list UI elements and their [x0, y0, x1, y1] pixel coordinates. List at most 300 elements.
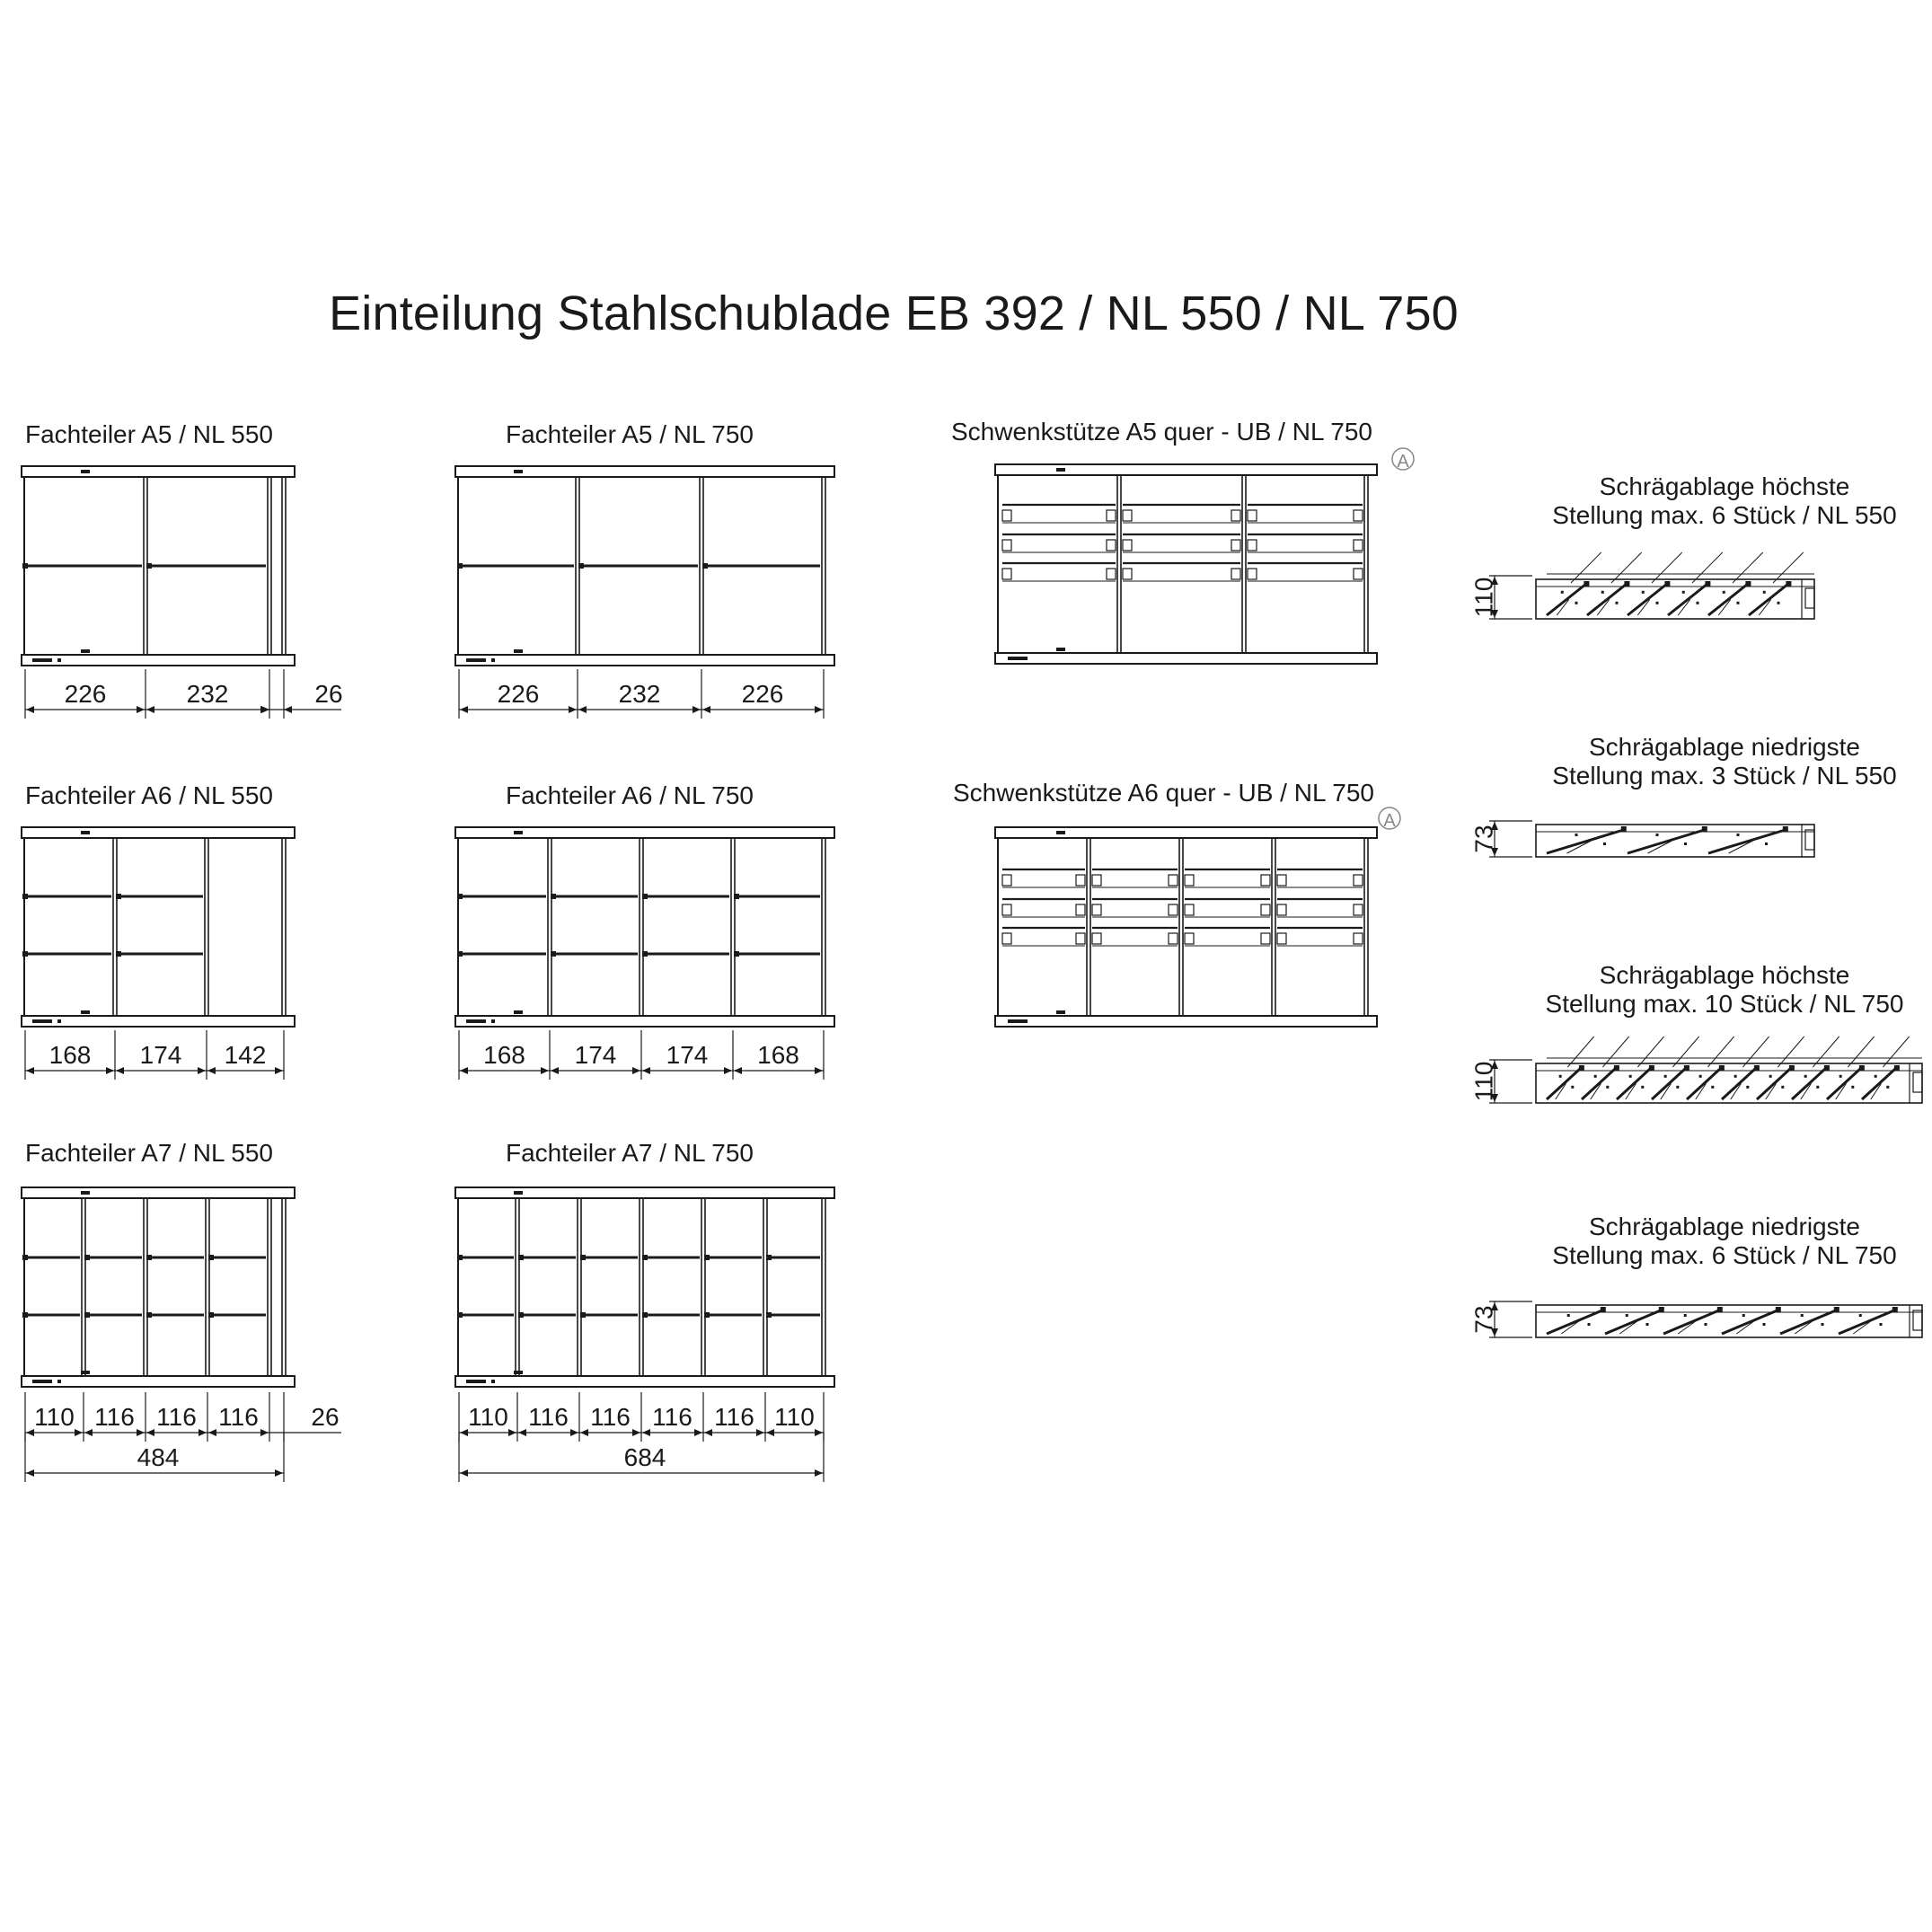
dimension-arrow: [815, 1429, 823, 1436]
dimension-arrow: [460, 1429, 468, 1436]
tray-dot: [1684, 842, 1687, 845]
dimension-arrow: [26, 706, 34, 713]
tray-dot: [1575, 834, 1578, 836]
tray-dot: [1734, 1075, 1737, 1078]
dimension-arrow: [815, 1469, 823, 1477]
swivel-clip: [1261, 933, 1270, 944]
dimension-arrow: [146, 1429, 154, 1436]
dimension-arrow: [578, 706, 587, 713]
dimension-value: 110: [34, 1403, 75, 1431]
cross-clip: [766, 1312, 772, 1318]
tray-dot: [1664, 1075, 1667, 1078]
tray-dot: [1629, 1075, 1632, 1078]
dimension-chain-a7-750: [459, 1392, 824, 1442]
dimension-value: 168: [483, 1041, 525, 1069]
tray-handle: [1913, 1310, 1922, 1330]
inclined-shelf: [1708, 830, 1786, 853]
tray-dot: [1699, 1075, 1702, 1078]
cross-clip: [146, 563, 152, 569]
tray-dot: [1839, 1075, 1842, 1078]
dimension-arrow: [208, 1429, 216, 1436]
dimension-arrow: [84, 1429, 93, 1436]
shelf-clip: [1824, 1065, 1830, 1071]
dimension-arrow: [694, 1429, 702, 1436]
side-view-2-line-2: Stellung max. 3 Stück / NL 550: [1552, 762, 1897, 790]
side-view-4: [1469, 1301, 1922, 1337]
tray-dot: [1594, 1075, 1597, 1078]
cross-clip: [22, 1255, 28, 1260]
swivel-clip: [1002, 569, 1011, 579]
tray-dot: [1603, 842, 1606, 845]
inclined-shelf: [1839, 1310, 1894, 1334]
drawer-front-rail: [455, 466, 834, 477]
drawer-a7-550: [22, 1187, 295, 1387]
shelf-clip: [1834, 1307, 1839, 1312]
upper-guide-line: [1778, 1037, 1804, 1067]
tray-dot: [1763, 591, 1766, 594]
shelf-clip: [1783, 826, 1788, 832]
cross-clip: [551, 951, 556, 957]
swivel-clip: [1107, 569, 1116, 579]
inclined-shelf: [1547, 1069, 1580, 1099]
rail-mark: [514, 1191, 523, 1195]
cross-clip: [84, 1312, 90, 1318]
cross-clip: [457, 1255, 463, 1260]
cross-clip: [580, 1312, 586, 1318]
tray-dot: [1676, 1086, 1679, 1089]
tray-dot: [1646, 1323, 1649, 1326]
inclined-shelf: [1780, 1310, 1836, 1334]
shelf-clip: [1894, 1065, 1900, 1071]
dimension-arrow: [460, 1067, 468, 1074]
marker-letter-a5: A: [1397, 452, 1409, 472]
swivel-clip: [1169, 875, 1178, 886]
inclined-shelf: [1708, 585, 1747, 615]
swivel-clip: [1002, 540, 1011, 551]
drawer-back-rail: [995, 653, 1377, 664]
rail-mark: [57, 1019, 61, 1023]
cross-clip: [457, 894, 463, 899]
cross-clip: [518, 1255, 524, 1260]
upper-guide-line: [1742, 1037, 1769, 1067]
label-schwenk-a6: Schwenkstütze A6 quer - UB / NL 750: [953, 779, 1374, 807]
cross-clip: [580, 1255, 586, 1260]
dimension-value: 116: [652, 1403, 693, 1431]
dimension-arrow: [198, 1429, 207, 1436]
rail-mark: [32, 658, 52, 662]
tray-body: [1536, 825, 1814, 857]
tray-dot: [1822, 1323, 1824, 1326]
dimension-arrow: [642, 1067, 650, 1074]
upper-guide-line: [1848, 1037, 1874, 1067]
dimension-arrow: [275, 1067, 283, 1074]
rail-mark: [57, 1380, 61, 1383]
rail-mark: [1008, 657, 1028, 660]
drawer-back-rail: [22, 1016, 295, 1027]
cross-clip: [208, 1255, 214, 1260]
tray-dot: [1616, 602, 1619, 604]
swivel-clip: [1123, 540, 1132, 551]
swivel-clip: [1231, 540, 1240, 551]
drawer-a5-550: [22, 466, 295, 666]
drawer-front-rail: [995, 464, 1377, 475]
dimension-value: 174: [574, 1041, 617, 1069]
swivel-clip: [1185, 875, 1194, 886]
tray-dot: [1559, 1075, 1562, 1078]
label-schwenk-a5: Schwenkstütze A5 quer - UB / NL 750: [951, 418, 1372, 446]
tray-dot: [1575, 602, 1578, 604]
swivel-clip: [1002, 510, 1011, 521]
tray-dot: [1656, 834, 1659, 836]
cross-clip: [22, 894, 28, 899]
swivel-clip: [1354, 510, 1363, 521]
shelf-clip: [1789, 1065, 1795, 1071]
dimension-arrow: [632, 1067, 640, 1074]
tray-dot: [1723, 591, 1725, 594]
upper-guide-line: [1672, 1037, 1698, 1067]
tray-dot: [1561, 591, 1564, 594]
tray-handle: [1913, 1072, 1922, 1092]
cross-clip: [22, 1312, 28, 1318]
cross-clip: [84, 1255, 90, 1260]
cross-clip: [642, 1312, 648, 1318]
rail-mark: [32, 1380, 52, 1383]
dimension-arrow: [26, 1429, 34, 1436]
dimension-value: 174: [666, 1041, 709, 1069]
dimension-arrow: [137, 1429, 145, 1436]
drawer-front-rail: [455, 827, 834, 838]
shelf-clip: [1776, 1307, 1781, 1312]
cross-clip: [22, 563, 28, 569]
drawer-a6-750: [455, 827, 834, 1027]
rail-mark: [514, 831, 523, 834]
drawer-a6-550: [22, 827, 295, 1027]
swivel-clip: [1076, 875, 1085, 886]
inclined-shelf: [1668, 585, 1707, 615]
rail-mark: [491, 1019, 495, 1023]
tray-dot: [1804, 1075, 1807, 1078]
swivel-clip: [1076, 933, 1085, 944]
shelf-clip: [1579, 1065, 1584, 1071]
cross-clip: [734, 894, 739, 899]
cross-clip: [642, 1255, 648, 1260]
inclined-shelf: [1547, 1310, 1602, 1334]
inclined-shelf: [1582, 1069, 1615, 1099]
dimension-value: 226: [741, 680, 784, 708]
cross-clip: [642, 894, 648, 899]
swivel-clip: [1261, 904, 1270, 915]
dimension-arrow: [508, 1429, 516, 1436]
shelf-clip: [1621, 826, 1627, 832]
tray-handle: [1805, 830, 1814, 850]
rail-mark: [1056, 1010, 1065, 1014]
cross-clip: [208, 1312, 214, 1318]
rail-mark: [466, 658, 486, 662]
upper-guide-line: [1773, 552, 1804, 583]
rail-mark: [81, 470, 90, 473]
inclined-shelf: [1547, 585, 1585, 615]
swivel-clip: [1231, 510, 1240, 521]
cross-clip: [457, 1312, 463, 1318]
dimension-arrow: [541, 1067, 549, 1074]
dimension-value: 116: [528, 1403, 569, 1431]
dimension-arrow: [146, 706, 154, 713]
height-value: 73: [1469, 825, 1498, 853]
tray-dot: [1742, 1314, 1745, 1317]
cross-clip: [116, 894, 121, 899]
swivel-clip: [1092, 875, 1101, 886]
swivel-clip: [1354, 875, 1363, 886]
swivel-clip: [1354, 904, 1363, 915]
dimension-arrow: [26, 1469, 34, 1477]
dimension-arrow: [275, 1469, 283, 1477]
tray-dot: [1880, 1323, 1883, 1326]
rail-mark: [1056, 648, 1065, 651]
dimension-arrow: [207, 1067, 216, 1074]
dimension-value: 168: [49, 1041, 92, 1069]
inclined-shelf: [1722, 1069, 1755, 1099]
label-a5-750: Fachteiler A5 / NL 750: [506, 420, 754, 448]
rail-mark: [514, 470, 523, 473]
tray-dot: [1886, 1086, 1889, 1089]
dimension-chain-a5-550: [25, 669, 284, 719]
dimension-value: 116: [156, 1403, 197, 1431]
dimension-arrow: [460, 1469, 468, 1477]
dimension-arrow: [569, 706, 577, 713]
height-value: 110: [1469, 577, 1498, 618]
tray-dot: [1601, 591, 1604, 594]
label-a5-550: Fachteiler A5 / NL 550: [25, 420, 274, 448]
swivel-clip: [1354, 569, 1363, 579]
tray-dot: [1626, 1314, 1628, 1317]
cross-clip: [22, 951, 28, 957]
swivel-clip: [1002, 933, 1011, 944]
dimension-value: 116: [94, 1403, 135, 1431]
dimension-value: 116: [590, 1403, 631, 1431]
tray-dot: [1763, 1323, 1766, 1326]
inclined-shelf: [1617, 1069, 1650, 1099]
dimension-value: 116: [218, 1403, 259, 1431]
shelf-clip: [1614, 1065, 1619, 1071]
inclined-shelf: [1722, 1310, 1778, 1334]
dimension-arrow: [580, 1429, 588, 1436]
label-a6-550: Fachteiler A6 / NL 550: [25, 781, 274, 809]
rail-mark: [81, 649, 90, 653]
cross-clip: [518, 1312, 524, 1318]
cross-clip: [146, 1312, 152, 1318]
dimension-arrow: [724, 1067, 732, 1074]
swivel-clip: [1277, 933, 1286, 944]
tray-dot: [1781, 1086, 1784, 1089]
side-view-2-line-1: Schrägablage niedrigste: [1589, 733, 1860, 761]
swivel-clip: [1185, 933, 1194, 944]
drawer-back-rail: [22, 1376, 295, 1387]
dimension-arrow: [198, 1067, 206, 1074]
drawer-back-rail: [455, 655, 834, 666]
dimension-arrow: [815, 706, 823, 713]
tray-body: [1536, 579, 1814, 619]
tray-dot: [1656, 602, 1659, 604]
drawer-front-rail: [995, 827, 1377, 838]
cross-clip: [766, 1255, 772, 1260]
drawer-schwenk-a6: [995, 807, 1400, 1027]
tray-dot: [1641, 1086, 1644, 1089]
cross-clip: [146, 1255, 152, 1260]
dimension-value: 174: [139, 1041, 182, 1069]
rail-mark: [491, 658, 495, 662]
dimension-value: 142: [224, 1041, 267, 1069]
inclined-shelf: [1605, 1310, 1661, 1334]
dimension-arrow: [815, 1067, 823, 1074]
dimension-arrow: [642, 1429, 650, 1436]
upper-guide-line: [1567, 1037, 1593, 1067]
dimension-arrow: [632, 1429, 640, 1436]
dimension-total-684: 684: [623, 1443, 666, 1471]
rail-mark: [32, 1019, 52, 1023]
tray-dot: [1684, 1314, 1687, 1317]
swivel-clip: [1123, 510, 1132, 521]
dimension-arrow: [766, 1429, 774, 1436]
drawer-front-rail: [22, 1187, 295, 1198]
inclined-shelf: [1663, 1310, 1719, 1334]
label-a6-750: Fachteiler A6 / NL 750: [506, 781, 754, 809]
height-value: 110: [1469, 1061, 1498, 1102]
rail-mark: [81, 1191, 90, 1195]
dimension-arrow: [26, 1067, 34, 1074]
rail-mark: [81, 831, 90, 834]
label-a7-750: Fachteiler A7 / NL 750: [506, 1139, 754, 1167]
height-value: 73: [1469, 1305, 1498, 1334]
dimension-arrow: [702, 706, 710, 713]
rail-mark: [1008, 1019, 1028, 1023]
side-view-1: [1469, 552, 1814, 619]
swivel-clip: [1123, 569, 1132, 579]
drawer-front-rail: [22, 827, 295, 838]
shelf-clip: [1745, 581, 1751, 587]
tray-dot: [1567, 1314, 1570, 1317]
upper-guide-line: [1611, 552, 1642, 583]
swivel-clip: [1248, 510, 1257, 521]
swivel-clip: [1248, 569, 1257, 579]
swivel-clip: [1261, 875, 1270, 886]
dimension-value: 232: [186, 680, 229, 708]
dimension-chain-a6-750: [459, 1030, 824, 1080]
shelf-clip: [1601, 1307, 1606, 1312]
shelf-clip: [1719, 1065, 1725, 1071]
tray-dot: [1682, 591, 1685, 594]
drawer-back-rail: [995, 1016, 1377, 1027]
swivel-clip: [1354, 540, 1363, 551]
swivel-clip: [1277, 904, 1286, 915]
tray-dot: [1711, 1086, 1714, 1089]
upper-guide-line: [1813, 1037, 1839, 1067]
side-view-4-line-2: Stellung max. 6 Stück / NL 750: [1552, 1241, 1897, 1269]
page-title: Einteilung Stahlschublade EB 392 / NL 550 / NL 750: [329, 287, 1459, 340]
side-view-2: [1469, 821, 1814, 857]
swivel-clip: [1107, 540, 1116, 551]
dimension-arrow: [704, 1429, 712, 1436]
dimension-arrow: [460, 706, 468, 713]
cross-clip: [578, 563, 584, 569]
cross-clip: [116, 951, 121, 957]
cross-clip: [704, 1255, 710, 1260]
upper-guide-line: [1571, 552, 1601, 583]
cross-clip: [551, 894, 556, 899]
rail-mark: [1056, 468, 1065, 472]
swivel-clip: [1092, 904, 1101, 915]
tray-dot: [1801, 1314, 1804, 1317]
rail-mark: [1056, 831, 1065, 834]
rail-mark: [466, 1380, 486, 1383]
drawer-schwenk-a5: [995, 448, 1414, 664]
inclined-shelf: [1749, 585, 1787, 615]
swivel-clip: [1231, 569, 1240, 579]
dimension-value: 226: [497, 680, 540, 708]
tray-dot: [1875, 1075, 1877, 1078]
tray-dot: [1737, 602, 1740, 604]
drawer-back-rail: [455, 1016, 834, 1027]
dimension-arrow: [570, 1429, 578, 1436]
side-view-3-line-2: Stellung max. 10 Stück / NL 750: [1545, 990, 1904, 1018]
inclined-shelf: [1792, 1069, 1825, 1099]
dimension-arrow: [75, 1429, 83, 1436]
shelf-clip: [1717, 1307, 1723, 1312]
tray-dot: [1642, 591, 1645, 594]
dimension-value-26: 26: [314, 680, 343, 708]
tray-body: [1536, 1305, 1922, 1337]
dimension-chain-a7-550: [25, 1392, 284, 1442]
dimension-arrow: [551, 1067, 559, 1074]
swivel-clip: [1248, 540, 1257, 551]
shelf-clip: [1786, 581, 1791, 587]
tray-dot: [1859, 1314, 1862, 1317]
dimension-value-26: 26: [311, 1403, 340, 1431]
dimension-arrow: [756, 1429, 764, 1436]
tray-dot: [1705, 1323, 1707, 1326]
inclined-shelf: [1827, 1069, 1860, 1099]
dimension-value: 110: [468, 1403, 508, 1431]
upper-guide-line: [1652, 552, 1682, 583]
dimension-value: 110: [774, 1403, 815, 1431]
rail-mark: [57, 658, 61, 662]
dimension-arrow: [116, 1067, 124, 1074]
cross-clip: [642, 951, 648, 957]
rail-mark: [514, 649, 523, 653]
dimension-arrow: [518, 1429, 526, 1436]
upper-guide-line: [1883, 1037, 1909, 1067]
dimension-value: 168: [757, 1041, 799, 1069]
tray-dot: [1778, 602, 1780, 604]
shelf-clip: [1624, 581, 1629, 587]
tray-dot: [1765, 842, 1768, 845]
swivel-clip: [1076, 904, 1085, 915]
tray-dot: [1737, 834, 1740, 836]
side-view-3: [1469, 1037, 1922, 1103]
tray-handle: [1805, 588, 1814, 608]
inclined-shelf: [1587, 585, 1626, 615]
rail-mark: [466, 1019, 486, 1023]
swivel-clip: [1277, 875, 1286, 886]
dimension-chain-a5-750: [459, 669, 824, 719]
drawer-front-rail: [22, 466, 295, 477]
upper-guide-line: [1707, 1037, 1734, 1067]
tray-dot: [1769, 1075, 1772, 1078]
side-view-4-line-1: Schrägablage niedrigste: [1589, 1213, 1860, 1240]
inclined-shelf: [1757, 1069, 1790, 1099]
side-view-1-line-2: Stellung max. 6 Stück / NL 550: [1552, 501, 1897, 529]
swivel-clip: [1002, 904, 1011, 915]
swivel-clip: [1169, 933, 1178, 944]
